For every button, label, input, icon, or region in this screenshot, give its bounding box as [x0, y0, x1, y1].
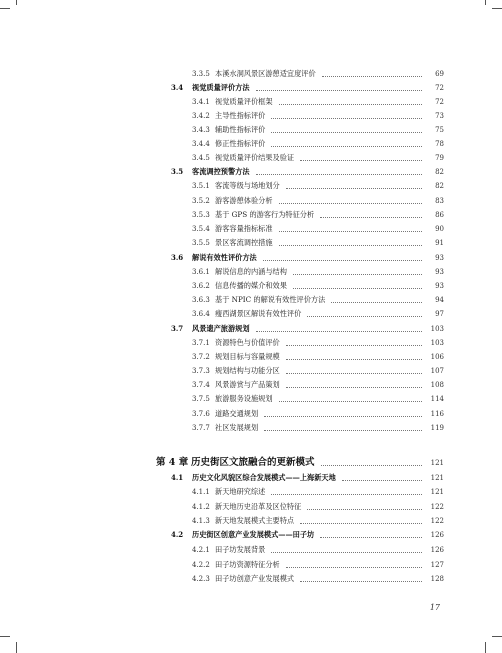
dot-leader — [300, 160, 422, 161]
crop-mark-top-left-h — [0, 8, 10, 9]
toc-entry-number: 4.2.3 — [192, 575, 210, 583]
toc-entry-title: 风景游赏与产品策划 — [215, 380, 280, 389]
toc-entry-page: 119 — [430, 424, 444, 432]
toc-entry-number: 第 4 章 — [156, 457, 189, 468]
toc-entry-number: 3.4.4 — [192, 140, 210, 148]
toc-entry-number: 3.6.2 — [192, 282, 210, 290]
toc-entry-number: 3.7.7 — [192, 424, 210, 432]
toc-entry-page: 126 — [430, 546, 444, 554]
toc-entry-page: 82 — [435, 168, 444, 176]
toc-entry-title: 游客容量指标标准 — [215, 224, 273, 233]
toc-entry-page: 121 — [430, 459, 444, 467]
toc-entry-number: 3.5.5 — [192, 239, 210, 247]
dot-leader — [271, 552, 422, 553]
toc-entry-page: 79 — [435, 154, 444, 162]
dot-leader — [263, 260, 422, 261]
crop-mark-top-right-v — [485, 0, 486, 5]
toc-entry-title: 视觉质量评价结果及验证 — [215, 153, 295, 162]
crop-mark-bottom-left-h — [0, 636, 10, 637]
toc-entry-page: 108 — [430, 381, 444, 389]
dot-leader — [279, 203, 422, 204]
toc-entry-title: 风景遗产旅游规划 — [192, 324, 250, 333]
toc-entry[interactable] — [171, 471, 444, 485]
toc-entry[interactable] — [192, 109, 444, 123]
toc-entry-title: 历史文化风貌区综合发展模式——上海新天地 — [192, 473, 336, 482]
toc-entry-page: 72 — [435, 98, 444, 106]
toc-entry[interactable] — [192, 67, 444, 81]
toc-entry-page: 116 — [430, 410, 444, 418]
toc-entry-number: 4.2.2 — [192, 561, 210, 569]
toc-entry-title: 道路交通规划 — [215, 409, 259, 418]
toc-entry-number: 3.7.2 — [192, 353, 210, 361]
dot-leader — [271, 132, 422, 133]
toc-entry-number: 3.5.4 — [192, 225, 210, 233]
toc-entry[interactable] — [192, 137, 444, 151]
toc-entry-title: 解说有效性评价方法 — [192, 253, 257, 262]
toc-entry[interactable] — [192, 485, 444, 499]
toc-entry-number: 3.5.3 — [192, 211, 210, 219]
crop-mark-bottom-right-v — [485, 642, 486, 653]
toc-entry-title: 规划目标与容量规模 — [215, 352, 280, 361]
toc-entry-title: 修正性指标评价 — [215, 139, 266, 148]
toc-entry[interactable] — [192, 500, 444, 514]
dot-leader — [286, 188, 422, 189]
toc-entry[interactable] — [192, 421, 444, 435]
page-number: 17 — [429, 603, 440, 612]
toc-entry-title: 视觉质量评价框架 — [215, 97, 273, 106]
toc-entry[interactable] — [171, 81, 444, 95]
dot-leader — [331, 302, 422, 303]
toc-entry-page: 106 — [430, 353, 444, 361]
toc-entry-page: 126 — [430, 531, 444, 539]
toc-entry-number: 3.4 — [171, 83, 184, 92]
toc-entry[interactable] — [192, 407, 444, 421]
toc-entry-title: 解说信息的内涵与结构 — [215, 267, 287, 276]
toc-entry[interactable] — [192, 208, 444, 222]
toc-entry[interactable] — [156, 455, 444, 471]
dot-leader — [256, 90, 422, 91]
toc-entry[interactable] — [192, 514, 444, 528]
toc-entry-number: 4.1 — [171, 473, 184, 482]
toc-entry-page: 103 — [430, 325, 444, 333]
toc-entry-page: 121 — [430, 474, 444, 482]
toc-entry[interactable] — [192, 293, 444, 307]
toc-entry-title: 本溪水洞风景区游憩适宜度评价 — [215, 69, 316, 78]
toc-entry-title: 历史街区文旅融合的更新模式 — [191, 457, 315, 468]
toc-entry-page: 93 — [435, 268, 444, 276]
toc-entry[interactable] — [192, 123, 444, 137]
toc-entry-page: 94 — [435, 296, 444, 304]
toc-entry[interactable] — [192, 265, 444, 279]
dot-leader — [320, 537, 422, 538]
toc-entry-page: 82 — [435, 182, 444, 190]
dot-leader — [271, 494, 422, 495]
dot-leader — [286, 359, 422, 360]
toc-entry-title: 新天地研究综述 — [215, 487, 266, 496]
dot-leader — [321, 465, 422, 466]
toc-entry-title: 游客游憩体验分析 — [215, 196, 273, 205]
dot-leader — [256, 174, 422, 175]
toc-entry-page: 69 — [435, 70, 444, 78]
toc-entry[interactable] — [192, 543, 444, 557]
toc-entry-title: 新天地发展模式主要特点 — [215, 516, 295, 525]
toc-entry-number: 3.4.1 — [192, 98, 210, 106]
toc-entry-title: 社区发展规划 — [215, 423, 259, 432]
dot-leader — [300, 581, 422, 582]
toc-entry-number: 4.2.1 — [192, 546, 210, 554]
dot-leader — [279, 245, 422, 246]
toc-entry-title: 基于 NPIC 的解说有效性评价方法 — [215, 295, 326, 304]
toc-entry-page: 114 — [430, 395, 444, 403]
toc-entry-title: 基于 GPS 的游客行为特征分析 — [215, 210, 315, 219]
toc-entry-title: 视觉质量评价方法 — [192, 83, 250, 92]
toc-entry-page: 72 — [435, 84, 444, 92]
toc-entry-page: 122 — [430, 517, 444, 525]
toc-entry-title: 田子坊发展背景 — [215, 545, 266, 554]
toc-entry-number: 3.5 — [171, 167, 184, 176]
dot-leader — [300, 523, 422, 524]
dot-leader — [307, 316, 422, 317]
toc-entry-number: 3.7.3 — [192, 367, 210, 375]
toc-entry-page: 93 — [435, 254, 444, 262]
toc-entry-page: 127 — [430, 561, 444, 569]
dot-leader — [286, 373, 422, 374]
dot-leader — [279, 104, 422, 105]
toc-entry[interactable] — [192, 392, 444, 406]
dot-leader — [293, 288, 422, 289]
toc-entry-page: 73 — [435, 112, 444, 120]
toc-entry-page: 93 — [435, 282, 444, 290]
toc-entry-title: 主导性指标评价 — [215, 111, 266, 120]
toc-entry[interactable] — [192, 307, 444, 321]
dot-leader — [320, 217, 422, 218]
dot-leader — [271, 118, 422, 119]
toc-entry-page: 97 — [435, 310, 444, 318]
toc-entry-title: 旅游服务设施规划 — [215, 394, 273, 403]
toc-entry-page: 83 — [435, 197, 444, 205]
dot-leader — [286, 345, 422, 346]
toc-entry-title: 田子坊资源特征分析 — [215, 560, 280, 569]
toc-entry-page: 90 — [435, 225, 444, 233]
toc-entry-page: 91 — [435, 239, 444, 247]
toc-entry[interactable] — [192, 558, 444, 572]
toc-entry-number: 3.7 — [171, 324, 184, 333]
toc-entry-title: 信息传播的媒介和效果 — [215, 281, 287, 290]
toc-entry-number: 4.1.2 — [192, 503, 210, 511]
toc-entry-page: 86 — [435, 211, 444, 219]
toc-entry[interactable] — [192, 151, 444, 165]
dot-leader — [322, 76, 422, 77]
toc-entry-number: 3.5.1 — [192, 182, 210, 190]
crop-mark-top-left-v — [16, 0, 17, 5]
dot-leader — [279, 231, 422, 232]
toc-entry-number: 3.7.6 — [192, 410, 210, 418]
toc-entry[interactable] — [192, 236, 444, 250]
toc-entry-page: 75 — [435, 126, 444, 134]
toc-entry-number: 3.7.5 — [192, 395, 210, 403]
dot-leader — [264, 416, 422, 417]
dot-leader — [293, 274, 422, 275]
toc-entry[interactable] — [192, 378, 444, 392]
toc-entry-title: 辅助性指标评价 — [215, 125, 266, 134]
toc-entry[interactable] — [192, 350, 444, 364]
toc-entry[interactable] — [192, 279, 444, 293]
crop-mark-bottom-left-v — [16, 642, 17, 653]
toc-entry-page: 78 — [435, 140, 444, 148]
toc-entry-number: 3.6.4 — [192, 310, 210, 318]
toc-entry-page: 121 — [430, 488, 444, 496]
toc-entry-number: 3.3.5 — [192, 70, 210, 78]
toc-entry-page: 107 — [430, 367, 444, 375]
toc-entry-number: 3.4.3 — [192, 126, 210, 134]
toc-entry-page: 122 — [430, 503, 444, 511]
dot-leader — [342, 480, 422, 481]
toc-entry-title: 田子坊创意产业发展模式 — [215, 574, 295, 583]
toc-entry[interactable] — [192, 179, 444, 193]
toc-entry[interactable] — [171, 165, 444, 179]
dot-leader — [286, 387, 422, 388]
toc-entry-number: 3.4.2 — [192, 112, 210, 120]
toc-entry-title: 客流调控预警方法 — [192, 167, 250, 176]
crop-mark-top-right-h — [492, 8, 502, 9]
toc-entry-title: 资源特色与价值评价 — [215, 338, 280, 347]
toc-entry-page: 103 — [430, 339, 444, 347]
toc-entry[interactable] — [192, 194, 444, 208]
toc-entry-page: 128 — [430, 575, 444, 583]
toc-entry-title: 规划结构与功能分区 — [215, 366, 280, 375]
crop-mark-bottom-right-h — [492, 636, 502, 637]
toc-entry[interactable] — [192, 95, 444, 109]
toc-entry-title: 客流等级与场地划分 — [215, 181, 280, 190]
toc-entry-number: 3.6 — [171, 253, 184, 262]
toc-entry-number: 3.5.2 — [192, 197, 210, 205]
toc-entry[interactable] — [192, 336, 444, 350]
toc-entry-number: 3.7.4 — [192, 381, 210, 389]
dot-leader — [256, 331, 422, 332]
dot-leader — [271, 146, 422, 147]
toc-entry-number: 3.4.5 — [192, 154, 210, 162]
dot-leader — [286, 567, 422, 568]
toc-entry-number: 4.1.1 — [192, 488, 210, 496]
toc-entry-number: 4.2 — [171, 530, 184, 539]
toc-entry[interactable] — [192, 572, 444, 586]
toc-entry-title: 新天地历史沿革及区位特征 — [215, 502, 302, 511]
toc-entry-number: 4.1.3 — [192, 517, 210, 525]
toc-entry-number: 3.6.1 — [192, 268, 210, 276]
toc-entry-title: 瘦西湖景区解说有效性评价 — [215, 309, 302, 318]
toc-entry-title: 景区客流调控措施 — [215, 238, 273, 247]
toc-entry[interactable] — [171, 322, 444, 336]
toc-entry-number: 3.6.3 — [192, 296, 210, 304]
toc-entry-number: 3.7.1 — [192, 339, 210, 347]
toc-entry-title: 历史街区创意产业发展模式——田子坊 — [192, 530, 315, 539]
toc-entry[interactable] — [171, 528, 444, 542]
dot-leader — [307, 509, 422, 510]
dot-leader — [279, 401, 422, 402]
toc-entry[interactable] — [171, 251, 444, 265]
toc-entry[interactable] — [192, 222, 444, 236]
dot-leader — [264, 430, 422, 431]
toc-entry[interactable] — [192, 364, 444, 378]
